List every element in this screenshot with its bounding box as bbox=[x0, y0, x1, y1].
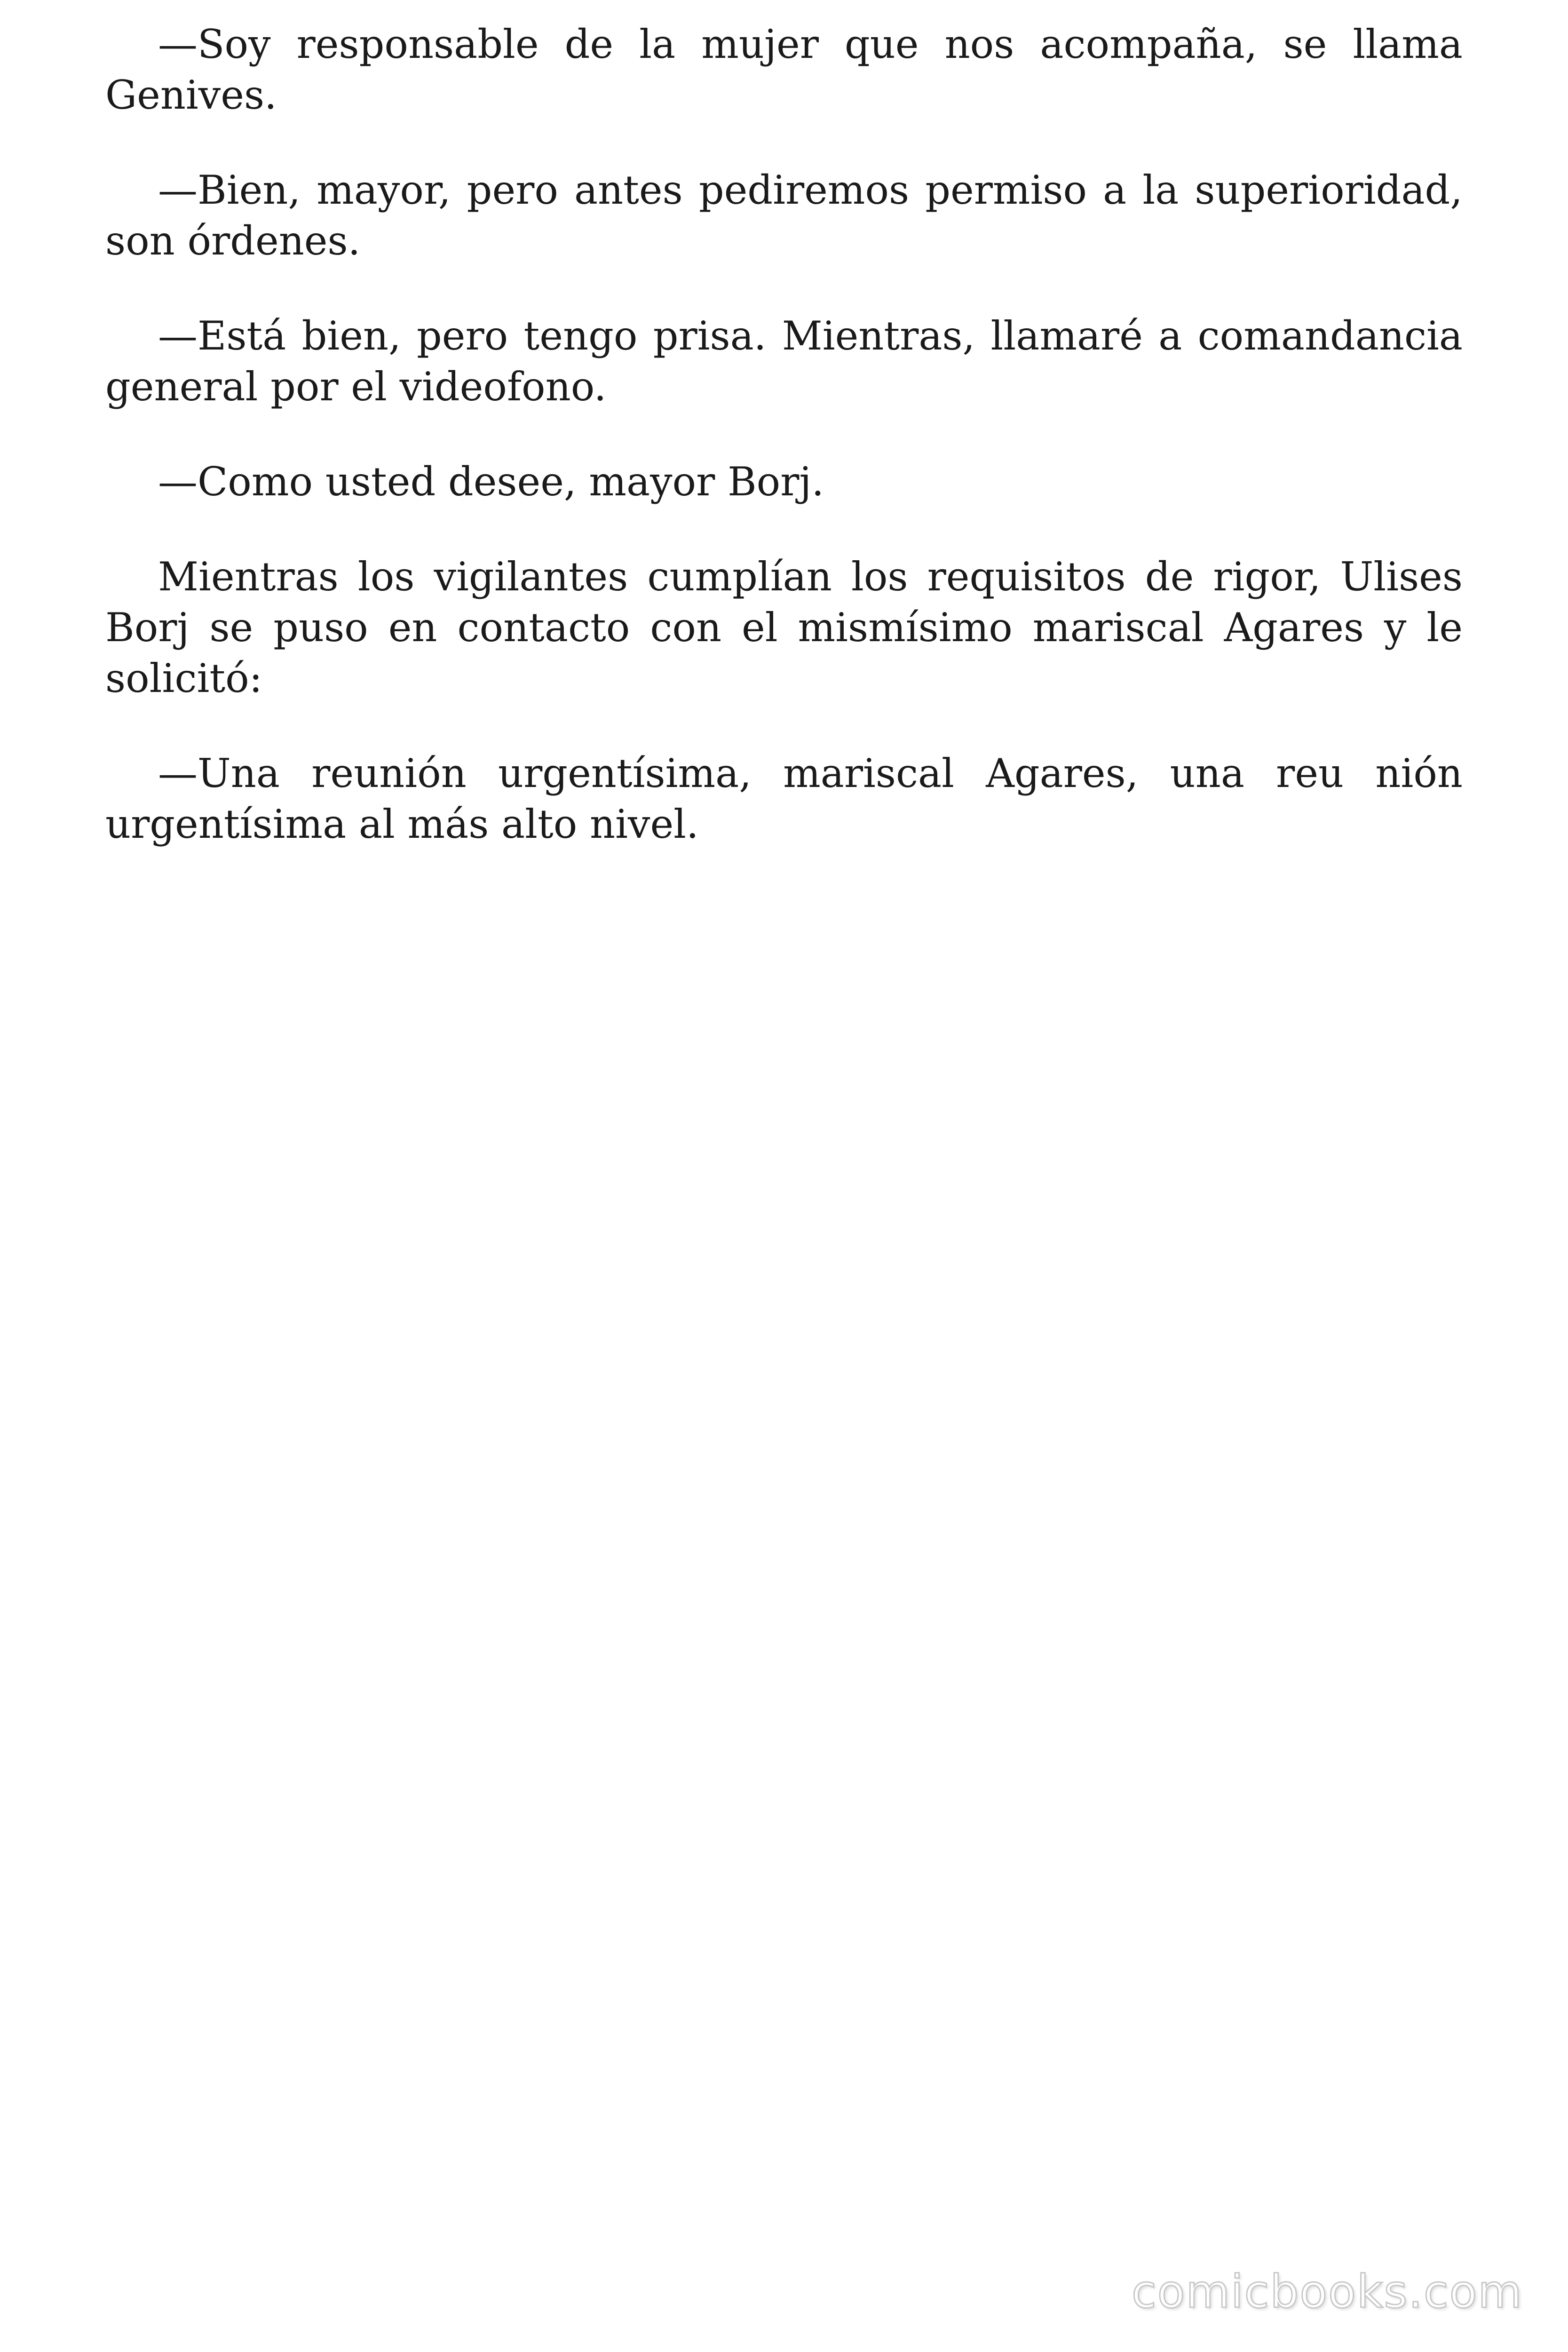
paragraph: Mientras los vigilantes cumplían los requisitos de rigor, Ulises Borj se puso en contacto con el mismísimo mariscal Agares y le solicitó: bbox=[105, 554, 1463, 701]
paragraph: —Está bien, pero tengo prisa. Mientras, llamaré a comandancia general por el videofono. bbox=[105, 313, 1463, 410]
document-body bbox=[105, 19, 1463, 894]
paragraph: —Una reunión urgentísima, mariscal Agares, una reu nión urgentísima al más alto nivel. bbox=[105, 750, 1463, 847]
paragraph: —Bien, mayor, pero antes pediremos permiso a la superioridad, son órdenes. bbox=[105, 167, 1463, 264]
paragraph: —Soy responsable de la mujer que nos acompaña, se llama Genives. bbox=[105, 21, 1463, 118]
paragraph: —Como usted desee, mayor Borj. bbox=[158, 459, 824, 505]
watermark: comicbooks.com bbox=[1131, 2265, 1523, 2318]
